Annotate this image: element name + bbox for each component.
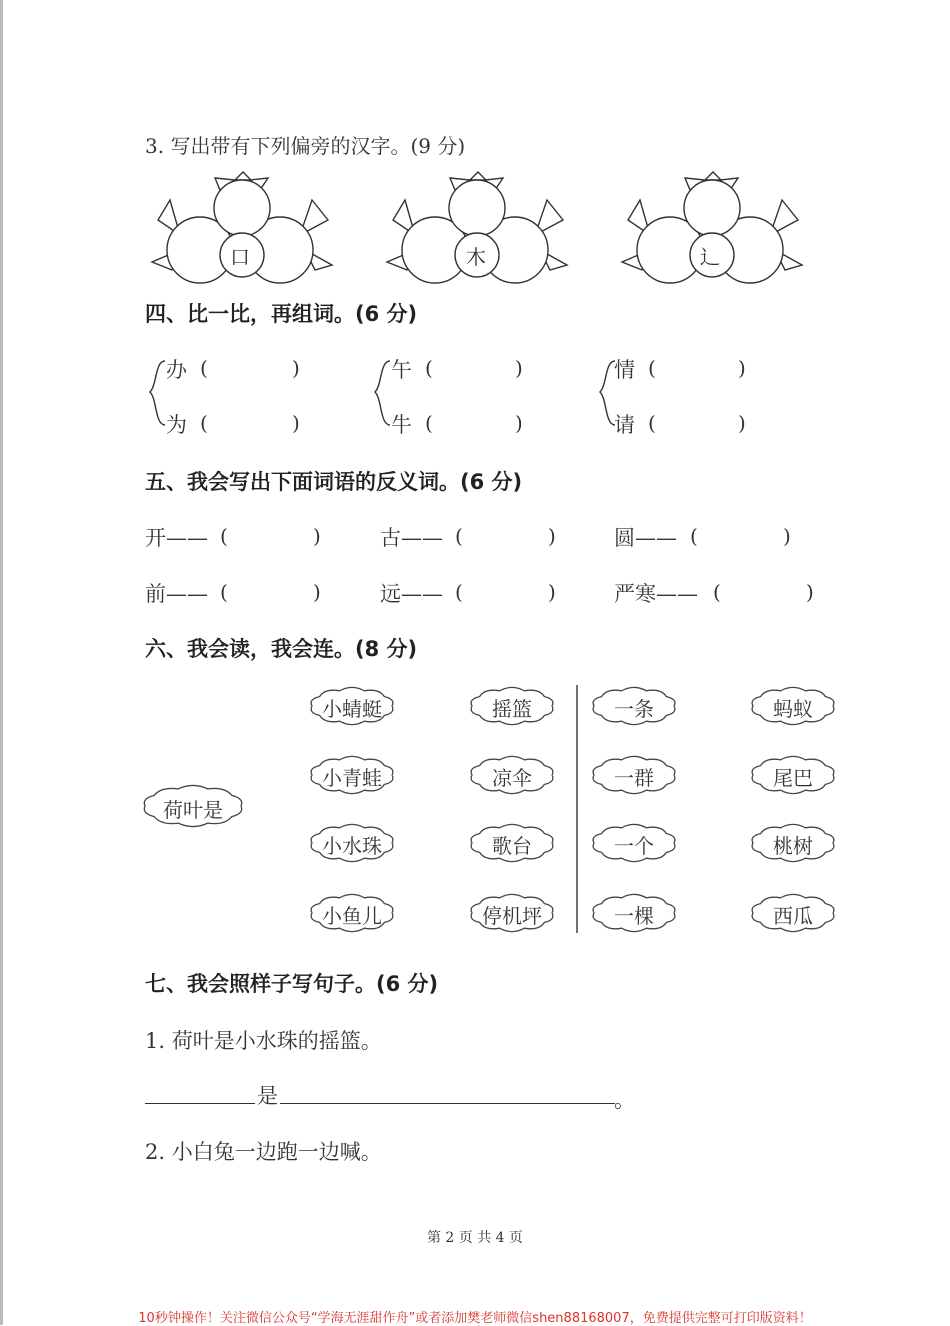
section-6-title: 六、我会读，我会连。(8 分) — [145, 637, 418, 661]
paren-close: ) — [548, 524, 556, 548]
paren-open: ( — [220, 524, 228, 548]
compare-1b: 为 — [166, 413, 187, 437]
paren-close: ) — [515, 411, 523, 435]
paren-close: ) — [783, 524, 791, 548]
page-number: 第 2 页 共 4 页 — [426, 1230, 524, 1246]
example-sentence-1: 1. 荷叶是小水珠的摇篮。 — [145, 1029, 382, 1053]
answer-line-subject[interactable] — [145, 1103, 255, 1104]
paren-open: ( — [455, 524, 463, 548]
compare-2a: 午 — [391, 358, 412, 382]
match-word[interactable]: 凉伞 — [492, 766, 532, 790]
antonym-item-5: 远—— — [380, 582, 443, 606]
match-word[interactable]: 桃树 — [773, 834, 813, 858]
paren-open: ( — [648, 356, 656, 380]
match-word[interactable]: 小水珠 — [322, 834, 382, 858]
paren-close: ) — [313, 524, 321, 548]
paren-open: ( — [200, 411, 208, 435]
match-word[interactable]: 一条 — [614, 697, 654, 721]
paren-open: ( — [713, 580, 721, 604]
paren-close: ) — [806, 580, 814, 604]
antonym-item-6: 严寒—— — [614, 582, 698, 606]
compare-3b: 请 — [614, 413, 635, 437]
paren-open: ( — [648, 411, 656, 435]
match-word[interactable]: 停机坪 — [482, 904, 542, 928]
section-7-title: 七、我会照样子写句子。(6 分) — [145, 972, 439, 996]
paren-open: ( — [425, 356, 433, 380]
compare-2b: 牛 — [391, 413, 412, 437]
section-4-title: 四、比一比，再组词。(6 分) — [145, 302, 418, 326]
sentence-period: 。 — [614, 1088, 635, 1112]
antonym-item-3: 圆—— — [614, 526, 677, 550]
match-word[interactable]: 摇篮 — [492, 697, 532, 721]
antonym-item-4: 前—— — [145, 582, 208, 606]
antonym-item-2: 古—— — [380, 526, 443, 550]
paren-open: ( — [690, 524, 698, 548]
match-word[interactable]: 尾巴 — [773, 766, 813, 790]
paren-close: ) — [738, 356, 746, 380]
radical-chuo: 辶 — [700, 245, 720, 269]
q3-title: 3. 写出带有下列偏旁的汉字。(9 分) — [145, 134, 466, 158]
radical-mu: 木 — [466, 245, 486, 269]
example-sentence-2: 2. 小白兔一边跑一边喊。 — [145, 1140, 382, 1164]
compare-1a: 办 — [166, 358, 187, 382]
paren-close: ) — [313, 580, 321, 604]
paren-close: ) — [548, 580, 556, 604]
antonym-item-1: 开—— — [145, 526, 208, 550]
radical-kou: 口 — [230, 245, 250, 269]
answer-line-predicate[interactable] — [280, 1103, 615, 1104]
paren-open: ( — [200, 356, 208, 380]
paren-close: ) — [515, 356, 523, 380]
paren-open: ( — [220, 580, 228, 604]
example-connector: 是 — [257, 1084, 278, 1108]
match-word[interactable]: 一个 — [614, 834, 654, 858]
match-word[interactable]: 小蜻蜓 — [322, 697, 382, 721]
paren-close: ) — [738, 411, 746, 435]
match-word[interactable]: 一群 — [614, 766, 654, 790]
match-word[interactable]: 小鱼儿 — [322, 904, 382, 928]
match-word[interactable]: 西瓜 — [773, 904, 813, 928]
paren-open: ( — [455, 580, 463, 604]
start-phrase: 荷叶是 — [163, 798, 223, 822]
paren-close: ) — [292, 411, 300, 435]
match-word[interactable]: 一棵 — [614, 904, 654, 928]
match-word[interactable]: 歌台 — [492, 834, 532, 858]
section-5-title: 五、我会写出下面词语的反义词。(6 分) — [145, 470, 523, 494]
paren-close: ) — [292, 356, 300, 380]
match-word[interactable]: 小青蛙 — [322, 766, 382, 790]
compare-3a: 情 — [614, 358, 635, 382]
paren-open: ( — [425, 411, 433, 435]
match-word[interactable]: 蚂蚁 — [773, 697, 813, 721]
watermark-notice: 10秒钟操作！关注微信公众号“学海无涯甜作舟”或者添加樊老师微信shen88168007，免费提供完整可打印版资料！ — [138, 1311, 812, 1326]
